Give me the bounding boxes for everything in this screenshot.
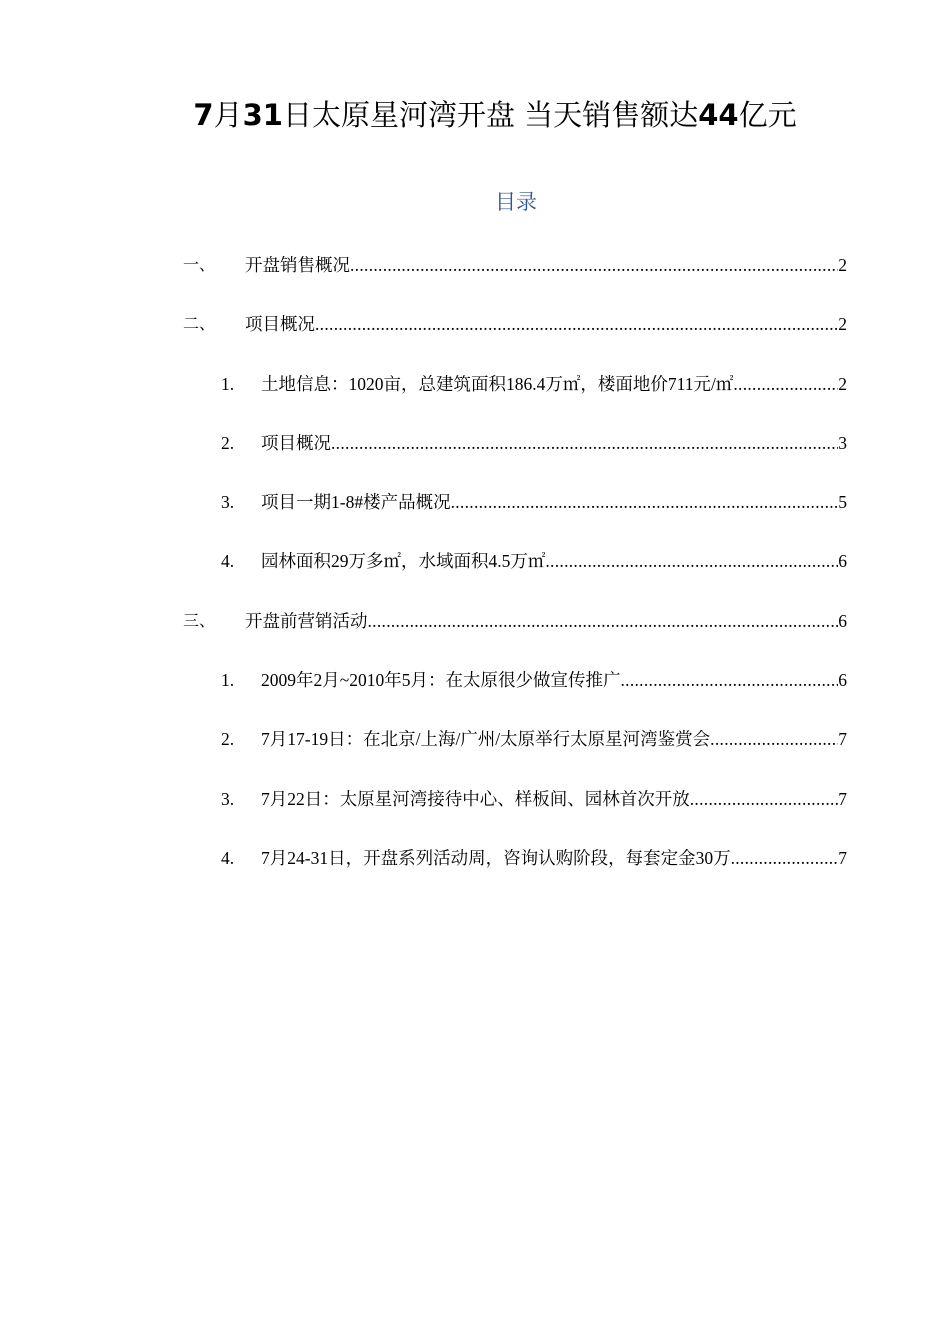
toc-page-number: 6 (838, 610, 847, 631)
toc-entry-marker: 4. (221, 551, 235, 572)
title-part: 日太原星河湾开盘 当天销售额达 (282, 98, 699, 132)
toc-entry-text: 园林面积29万多㎡，水域面积4.5万㎡ (261, 551, 546, 572)
toc-entry-marker: 2. (221, 729, 235, 750)
toc-leader (315, 309, 838, 339)
toc-entry-text: 项目一期1-8#楼产品概况 (261, 492, 451, 513)
toc-entry-text: 2009年2月~2010年5月：在太原很少做宣传推广 (261, 670, 621, 691)
toc-entry[interactable] (0, 250, 950, 309)
toc-page-number: 2 (838, 314, 847, 335)
toc-entry-marker: 1. (221, 670, 235, 691)
toc-entry[interactable] (0, 487, 950, 546)
toc-leader (620, 665, 838, 695)
toc-leader (545, 546, 838, 576)
toc-page-number: 2 (838, 255, 847, 275)
toc-page-number: 3 (838, 432, 847, 453)
toc-entry[interactable] (0, 606, 950, 665)
toc-entry[interactable] (0, 665, 950, 724)
toc-entry-text: 开盘前营销活动 (245, 610, 368, 631)
toc-entry-marker: 4. (221, 847, 235, 868)
toc-page-number: 6 (838, 670, 847, 691)
toc-leader (731, 843, 839, 873)
toc-entry-marker: 一、 (183, 255, 216, 274)
toc-leader (331, 428, 838, 458)
toc-entry[interactable] (0, 309, 950, 368)
toc-leader (451, 487, 839, 517)
title-part: 月 (213, 98, 243, 132)
title-part: 7 (193, 98, 214, 132)
toc-leader (733, 369, 838, 399)
toc-page-number: 6 (838, 551, 847, 572)
toc-entry-marker: 3. (221, 788, 235, 809)
toc-entry-marker: 2. (221, 432, 235, 453)
table-of-contents (0, 250, 950, 902)
toc-entry[interactable] (0, 843, 950, 902)
title-part: 亿元 (738, 98, 797, 132)
toc-page-number: 7 (838, 788, 847, 809)
toc-page-number: 5 (838, 492, 847, 513)
toc-leader (350, 250, 838, 280)
title-part: 31 (242, 98, 283, 132)
toc-entry-text: 土地信息：1020亩，总建筑面积186.4万㎡，楼面地价711元/㎡ (261, 373, 734, 394)
toc-entry[interactable] (0, 428, 950, 487)
toc-entry-marker: 二、 (183, 314, 216, 334)
toc-page-number: 2 (838, 373, 847, 394)
toc-entry-marker: 三、 (183, 610, 216, 630)
toc-entry-text: 项目概况 (261, 432, 331, 453)
toc-entry-text: 开盘销售概况 (245, 255, 350, 275)
document-title (0, 95, 950, 135)
toc-entry-text: 7月22日：太原星河湾接待中心、样板间、园林首次开放 (261, 788, 690, 809)
toc-heading: 目录 (495, 190, 537, 214)
toc-leader (368, 606, 839, 636)
toc-page-number: 7 (838, 847, 847, 868)
toc-entry[interactable] (0, 546, 950, 605)
toc-entry[interactable] (0, 369, 950, 428)
toc-page-number: 7 (838, 729, 847, 750)
toc-entry-text: 项目概况 (245, 314, 315, 335)
toc-entry[interactable] (0, 784, 950, 843)
toc-entry-marker: 1. (221, 373, 235, 394)
toc-entry-marker: 3. (221, 492, 235, 513)
title-part: 44 (698, 98, 739, 132)
toc-leader (690, 784, 839, 814)
toc-entry[interactable] (0, 724, 950, 783)
toc-leader (710, 724, 838, 754)
toc-entry-text: 7月17-19日：在北京/上海/广州/太原举行太原星河湾鉴赏会 (261, 729, 711, 750)
toc-entry-text: 7月24-31日，开盘系列活动周，咨询认购阶段，每套定金30万 (261, 847, 731, 868)
